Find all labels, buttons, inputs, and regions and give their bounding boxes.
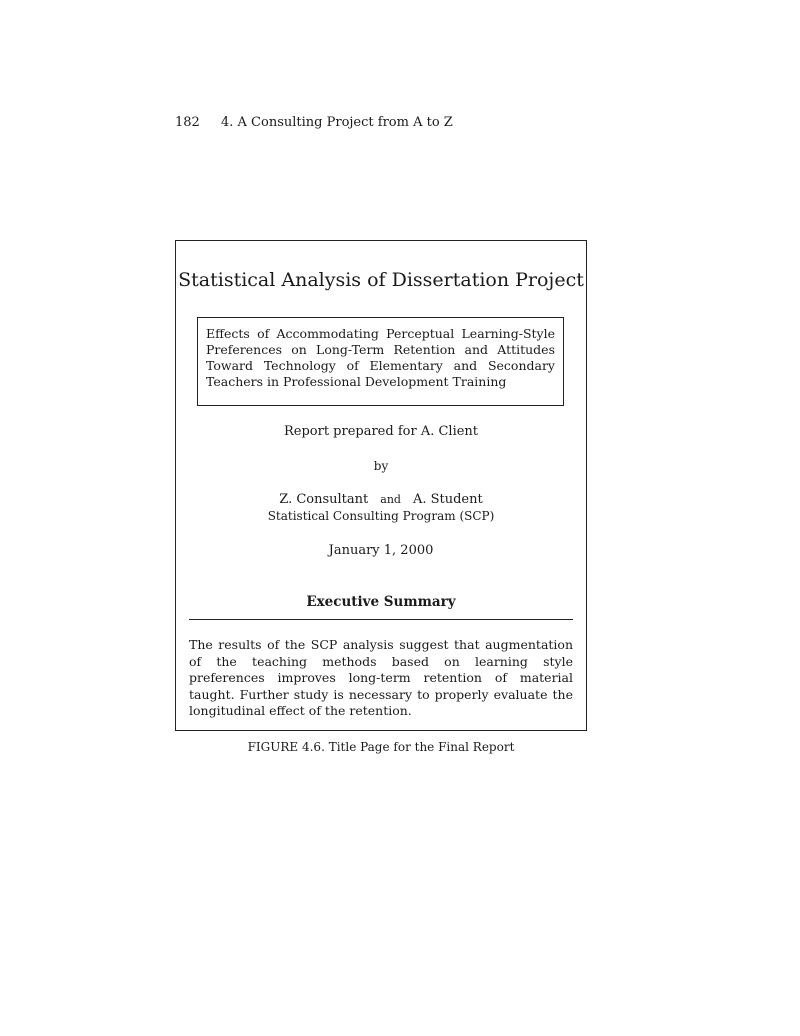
chapter-title: 4. A Consulting Project from A to Z [221, 115, 453, 130]
program-name: Statistical Consulting Program (SCP) [267, 509, 495, 523]
executive-summary-heading: Executive Summary [306, 594, 456, 610]
divider [189, 619, 573, 620]
author-1: Z. Consultant [279, 492, 369, 507]
title-page-figure [175, 240, 587, 731]
page-number: 182 [175, 115, 200, 130]
figure-caption: FIGURE 4.6. Title Page for the Final Report [247, 740, 515, 754]
running-head [175, 115, 453, 130]
and-label: and [380, 493, 401, 506]
authors [176, 492, 586, 507]
report-date: January 1, 2000 [328, 543, 434, 558]
by-label: by [373, 459, 389, 473]
dissertation-title-box: Effects of Accommodating Perceptual Learning-Style Preferences on Long-Term Retention and Attitudes Toward Technology of Elementary and Secondary Teachers in Professional Development Training [197, 317, 564, 406]
author-2: A. Student [412, 492, 483, 507]
report-title: Statistical Analysis of Dissertation Project [178, 269, 584, 291]
prepared-for: Report prepared for A. Client [283, 424, 479, 439]
executive-summary-text: The results of the SCP analysis suggest that augmentation of the teaching methods based on learning style preferences improves long-term retention of material taught. Further study is necessary to properly evaluate the longitudinal effect of the retention. [189, 637, 573, 718]
